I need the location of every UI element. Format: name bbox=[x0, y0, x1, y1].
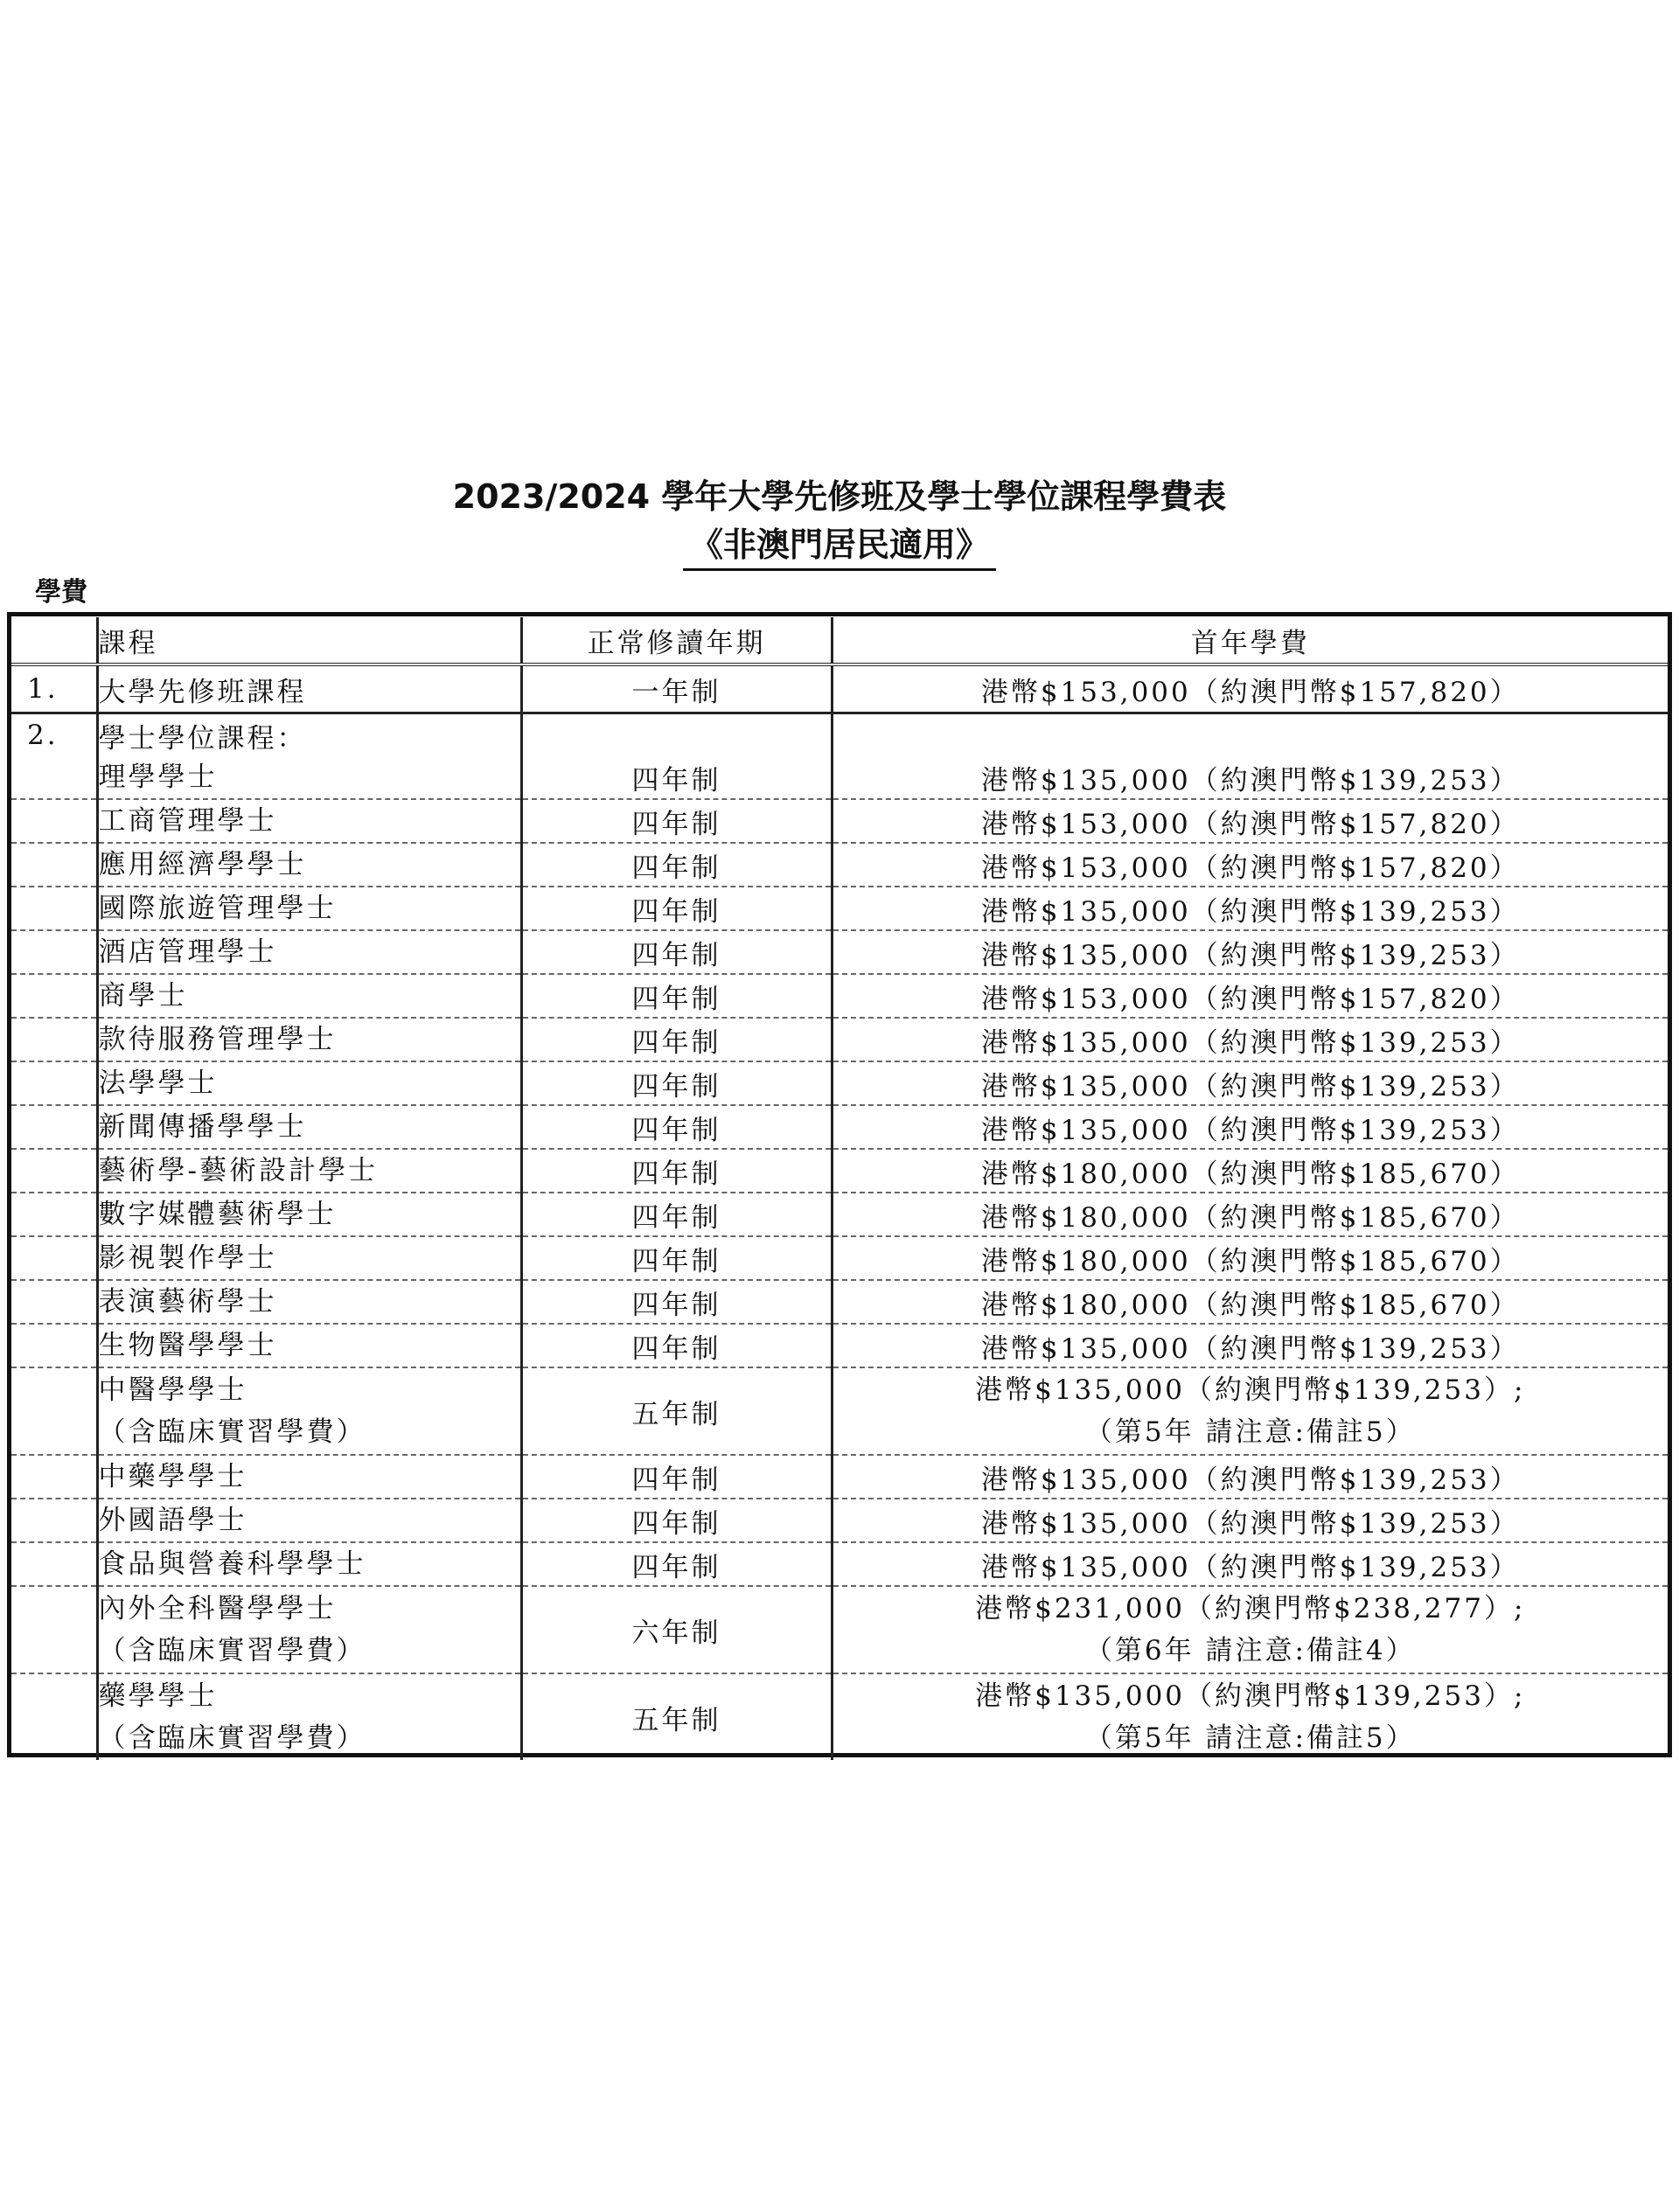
program-fee-cell bbox=[832, 887, 1668, 930]
program-duration: 四年制 bbox=[521, 1455, 832, 1499]
row-number bbox=[11, 1193, 97, 1236]
program-duration: 四年制 bbox=[521, 1149, 832, 1193]
table-row bbox=[11, 756, 1668, 799]
table-row bbox=[11, 930, 1668, 974]
program-fee-note: （第5年 請注意:備註5） bbox=[1084, 1416, 1416, 1448]
program-duration: 五年制 bbox=[521, 1367, 832, 1455]
program-name: 理學學士 bbox=[98, 762, 218, 793]
program-name: 款待服務管理學士 bbox=[98, 1024, 337, 1055]
program-fee: 港幣$135,000（約澳門幣$139,253）; bbox=[975, 1680, 1526, 1712]
program-fee: 港幣$135,000（約澳門幣$139,253） bbox=[980, 895, 1520, 928]
row-number: 2. bbox=[11, 713, 97, 757]
program-fee-cell bbox=[832, 1455, 1668, 1499]
table-row bbox=[11, 799, 1668, 843]
program-fee-cell bbox=[832, 1586, 1668, 1673]
row-number bbox=[11, 756, 97, 799]
program-name-cell bbox=[97, 1542, 521, 1586]
program-fee-cell bbox=[832, 1193, 1668, 1236]
program-name-cell bbox=[97, 799, 521, 843]
program-name-cell bbox=[97, 1586, 521, 1673]
program-fee-cell bbox=[832, 1236, 1668, 1280]
row-number bbox=[11, 1149, 97, 1193]
program-fee: 港幣$135,000（約澳門幣$139,253） bbox=[980, 939, 1520, 971]
program-name: 工商管理學士 bbox=[98, 805, 277, 837]
program-duration: 五年制 bbox=[521, 1673, 832, 1760]
program-fee-cell bbox=[832, 1018, 1668, 1061]
program-name: 食品與營養科學學士 bbox=[98, 1548, 366, 1580]
program-name: 中藥學學士 bbox=[98, 1461, 247, 1492]
program-fee-cell bbox=[832, 1499, 1668, 1542]
program-fee: 港幣$180,000（約澳門幣$185,670） bbox=[980, 1201, 1520, 1234]
program-name-cell bbox=[97, 887, 521, 930]
row-number bbox=[11, 930, 97, 974]
program-name-note: （含臨床實習學費） bbox=[98, 1416, 366, 1448]
program-name: 酒店管理學士 bbox=[98, 936, 277, 968]
row-number bbox=[11, 1280, 97, 1324]
table-row bbox=[11, 1280, 1668, 1324]
program-fee: 港幣$153,000（約澳門幣$157,820） bbox=[980, 852, 1520, 884]
section-label: 學費 bbox=[35, 577, 87, 608]
program-name: 表演藝術學士 bbox=[98, 1286, 277, 1318]
program-fee: 港幣$135,000（約澳門幣$139,253） bbox=[980, 1114, 1520, 1146]
table-row bbox=[11, 887, 1668, 930]
page-subtitle: 《非澳門居民適用》 bbox=[683, 521, 996, 571]
program-name: 生物醫學學士 bbox=[98, 1330, 277, 1361]
program-name: 法學學士 bbox=[98, 1068, 218, 1099]
program-name-note: （含臨床實習學費） bbox=[98, 1722, 366, 1754]
row-number bbox=[11, 1061, 97, 1105]
row-number bbox=[11, 1236, 97, 1280]
program-duration: 一年制 bbox=[521, 664, 832, 713]
program-name-cell bbox=[97, 1673, 521, 1760]
program-name-cell bbox=[97, 1105, 521, 1149]
table-row bbox=[11, 1367, 1668, 1455]
table-row bbox=[11, 1586, 1668, 1673]
program-name: 商學士 bbox=[98, 980, 188, 1012]
program-fee: 港幣$135,000（約澳門幣$139,253） bbox=[980, 1464, 1520, 1496]
program-fee-cell bbox=[832, 799, 1668, 843]
table-row bbox=[11, 1018, 1668, 1061]
header-duration: 正常修讀年期 bbox=[521, 617, 832, 664]
program-fee-cell bbox=[832, 1105, 1668, 1149]
table-row bbox=[11, 1061, 1668, 1105]
fee-table bbox=[11, 617, 1668, 1760]
row-number bbox=[11, 1367, 97, 1455]
program-name: 數字媒體藝術學士 bbox=[98, 1199, 337, 1230]
subtitle-wrap bbox=[0, 521, 1679, 571]
program-fee-cell bbox=[832, 1542, 1668, 1586]
row-number: 1. bbox=[11, 664, 97, 713]
program-duration: 四年制 bbox=[521, 974, 832, 1018]
program-fee-cell bbox=[832, 1149, 1668, 1193]
program-fee: 港幣$180,000（約澳門幣$185,670） bbox=[980, 1158, 1520, 1190]
program-name: 中醫學學士 bbox=[98, 1374, 247, 1406]
program-fee: 港幣$135,000（約澳門幣$139,253） bbox=[980, 1026, 1520, 1059]
program-fee-cell bbox=[832, 1324, 1668, 1367]
program-name: 外國語學士 bbox=[98, 1505, 247, 1536]
table-row bbox=[11, 1193, 1668, 1236]
row-number bbox=[11, 974, 97, 1018]
program-duration: 四年制 bbox=[521, 1061, 832, 1105]
program-fee-cell bbox=[832, 1673, 1668, 1760]
program-name-cell bbox=[97, 1324, 521, 1367]
program-name: 新聞傳播學學士 bbox=[98, 1111, 307, 1143]
program-name: 影視製作學士 bbox=[98, 1242, 277, 1274]
program-fee: 港幣$153,000（約澳門幣$157,820） bbox=[980, 808, 1520, 840]
program-fee-cell bbox=[832, 843, 1668, 887]
program-name-cell bbox=[97, 843, 521, 887]
program-name: 應用經濟學學士 bbox=[98, 849, 307, 880]
program-duration: 四年制 bbox=[521, 1105, 832, 1149]
program-fee: 港幣$135,000（約澳門幣$139,253） bbox=[980, 764, 1520, 796]
program-name-cell bbox=[97, 1367, 521, 1455]
program-fee: 港幣$135,000（約澳門幣$139,253） bbox=[980, 1551, 1520, 1583]
program-name: 藝術學-藝術設計學士 bbox=[98, 1155, 378, 1186]
program-name: 國際旅遊管理學士 bbox=[98, 893, 337, 924]
program-fee-note: （第5年 請注意:備註5） bbox=[1084, 1722, 1416, 1754]
program-fee: 港幣$153,000（約澳門幣$157,820） bbox=[980, 983, 1520, 1015]
program-name-cell bbox=[97, 1236, 521, 1280]
program-fee: 港幣$135,000（約澳門幣$139,253） bbox=[980, 1332, 1520, 1365]
table-row bbox=[11, 1455, 1668, 1499]
program-duration: 四年制 bbox=[521, 799, 832, 843]
table-row bbox=[11, 974, 1668, 1018]
program-duration: 四年制 bbox=[521, 930, 832, 974]
row-number bbox=[11, 1324, 97, 1367]
program-name-cell bbox=[97, 974, 521, 1018]
program-name-cell bbox=[97, 1499, 521, 1542]
program-fee-cell bbox=[832, 1061, 1668, 1105]
program-duration: 四年制 bbox=[521, 843, 832, 887]
program-name-note: （含臨床實習學費） bbox=[98, 1635, 366, 1666]
program-fee-cell bbox=[832, 930, 1668, 974]
row-number bbox=[11, 887, 97, 930]
row-number bbox=[11, 1586, 97, 1673]
program-fee-note: （第6年 請注意:備註4） bbox=[1084, 1635, 1416, 1666]
program-name: 內外全科醫學學士 bbox=[98, 1593, 337, 1624]
row-number bbox=[11, 1499, 97, 1542]
program-fee-cell bbox=[832, 1367, 1668, 1455]
program-fee: 港幣$180,000（約澳門幣$185,670） bbox=[980, 1289, 1520, 1321]
section-row bbox=[11, 713, 1668, 757]
program-name-cell bbox=[97, 1061, 521, 1105]
program-name-cell bbox=[97, 1018, 521, 1061]
table-row bbox=[11, 1673, 1668, 1760]
program-fee: 港幣$231,000（約澳門幣$238,277）; bbox=[975, 1593, 1526, 1624]
header-fee: 首年學費 bbox=[832, 617, 1668, 664]
program-name: 大學先修班課程 bbox=[97, 664, 521, 713]
row-number bbox=[11, 1542, 97, 1586]
table-row bbox=[11, 1542, 1668, 1586]
row-number bbox=[11, 843, 97, 887]
section-heading: 學士學位課程： bbox=[97, 713, 521, 757]
program-duration: 四年制 bbox=[521, 1324, 832, 1367]
program-fee: 港幣$135,000（約澳門幣$139,253）; bbox=[975, 1374, 1526, 1406]
program-name-cell bbox=[97, 756, 521, 799]
program-fee: 港幣$135,000（約澳門幣$139,253） bbox=[980, 1507, 1520, 1540]
program-fee-cell bbox=[832, 756, 1668, 799]
table-row bbox=[11, 1149, 1668, 1193]
program-name: 藥學學士 bbox=[98, 1680, 218, 1712]
header-program: 課程 bbox=[97, 617, 521, 664]
program-duration: 四年制 bbox=[521, 1193, 832, 1236]
program-fee-cell bbox=[832, 974, 1668, 1018]
table-row bbox=[11, 664, 1668, 713]
table-row bbox=[11, 1105, 1668, 1149]
table-header-row bbox=[11, 617, 1668, 664]
program-duration: 六年制 bbox=[521, 1586, 832, 1673]
program-duration: 四年制 bbox=[521, 887, 832, 930]
row-number bbox=[11, 1018, 97, 1061]
row-number bbox=[11, 1673, 97, 1760]
program-name-cell bbox=[97, 1149, 521, 1193]
program-name-cell bbox=[97, 1280, 521, 1324]
program-name-cell bbox=[97, 1455, 521, 1499]
header-number bbox=[11, 617, 97, 664]
table-row bbox=[11, 1236, 1668, 1280]
program-duration: 四年制 bbox=[521, 1018, 832, 1061]
program-fee: 港幣$135,000（約澳門幣$139,253） bbox=[980, 1070, 1520, 1103]
row-number bbox=[11, 799, 97, 843]
program-fee: 港幣$180,000（約澳門幣$185,670） bbox=[980, 1245, 1520, 1277]
program-fee-cell bbox=[832, 1280, 1668, 1324]
row-number bbox=[11, 1105, 97, 1149]
program-duration: 四年制 bbox=[521, 756, 832, 799]
program-duration: 四年制 bbox=[521, 1499, 832, 1542]
program-duration: 四年制 bbox=[521, 1236, 832, 1280]
row-number bbox=[11, 1455, 97, 1499]
table-row bbox=[11, 1324, 1668, 1367]
table-row bbox=[11, 843, 1668, 887]
table-row bbox=[11, 1499, 1668, 1542]
program-name-cell bbox=[97, 930, 521, 974]
program-duration: 四年制 bbox=[521, 1280, 832, 1324]
program-fee: 港幣$153,000（約澳門幣$157,820） bbox=[832, 664, 1668, 713]
program-duration: 四年制 bbox=[521, 1542, 832, 1586]
program-name-cell bbox=[97, 1193, 521, 1236]
page-title: 2023/2024 學年大學先修班及學士學位課程學費表 bbox=[452, 477, 1227, 516]
